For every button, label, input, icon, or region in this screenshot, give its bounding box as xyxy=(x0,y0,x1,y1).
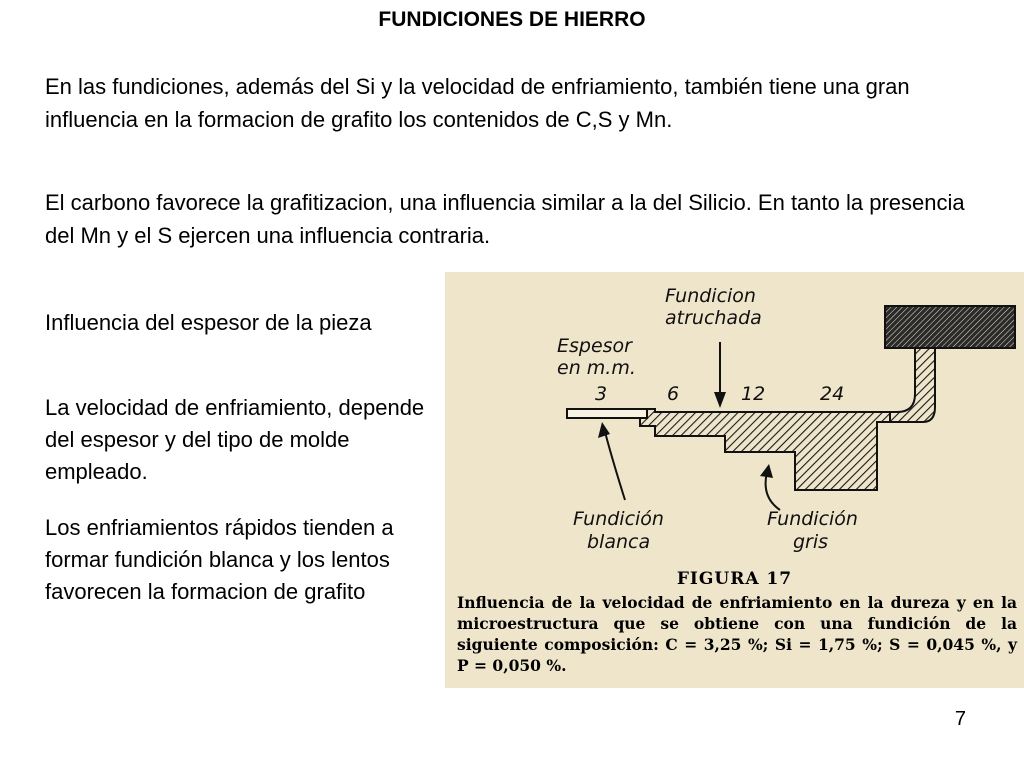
thickness-3-label: 3 xyxy=(595,383,608,405)
label-blanca-2: blanca xyxy=(587,531,651,553)
cooling-speed-text: La velocidad de enfriamiento, depende del espesor y del tipo de molde empleado. xyxy=(45,395,425,484)
label-blanca-1: Fundición xyxy=(573,508,664,530)
cooling-effect-text: Los enfriamientos rápidos tienden a formar fundición blanca y los lentos favorecen la formacion de grafito xyxy=(45,515,394,604)
label-espesor-1: Espesor xyxy=(557,335,632,357)
thin-white-section xyxy=(567,409,647,418)
figure-17 xyxy=(445,272,1024,688)
feeder-channel xyxy=(890,348,935,422)
paragraph-2: El carbono favorece la grafitizacion, una influencia similar a la del Silicio. En tanto la presencia del Mn y el S ejercen una influencia contraria. xyxy=(45,190,965,248)
blanca-arrowhead xyxy=(598,422,610,438)
thickness-24-label: 24 xyxy=(820,383,845,405)
gris-arrowhead xyxy=(760,464,773,478)
label-atruchada-2: atruchada xyxy=(665,307,762,329)
thickness-heading: Influencia del espesor de la pieza xyxy=(45,310,372,335)
page-number: 7 xyxy=(954,708,966,730)
atruchada-arrowhead xyxy=(714,392,726,408)
slide-title: FUNDICIONES DE HIERRO xyxy=(378,8,646,31)
thickness-6-label: 6 xyxy=(667,383,680,405)
label-gris-1: Fundición xyxy=(767,508,858,530)
figure-caption-title: FIGURA 17 xyxy=(676,569,793,589)
paragraph-1: En las fundiciones, además del Si y la velocidad de enfriamiento, también tiene una gran influencia en la formacion de grafito los contenidos de C,S y Mn. xyxy=(45,74,910,132)
label-atruchada-1: Fundicion xyxy=(665,285,756,307)
label-gris-2: gris xyxy=(793,531,829,553)
riser-block xyxy=(885,306,1015,348)
blanca-arrow xyxy=(605,432,625,500)
figure-caption: Influencia de la velocidad de enfriamiento en la dureza y en la microestructura que se obtiene con una fundición de la siguiente composición: C = 3,25 %; Si = 1,75 %; S = 0,045 %, y P = 0,050 %. xyxy=(457,593,1017,675)
stepped-casting xyxy=(567,409,890,490)
label-espesor-2: en m.m. xyxy=(557,357,636,379)
thickness-12-label: 12 xyxy=(741,383,766,405)
